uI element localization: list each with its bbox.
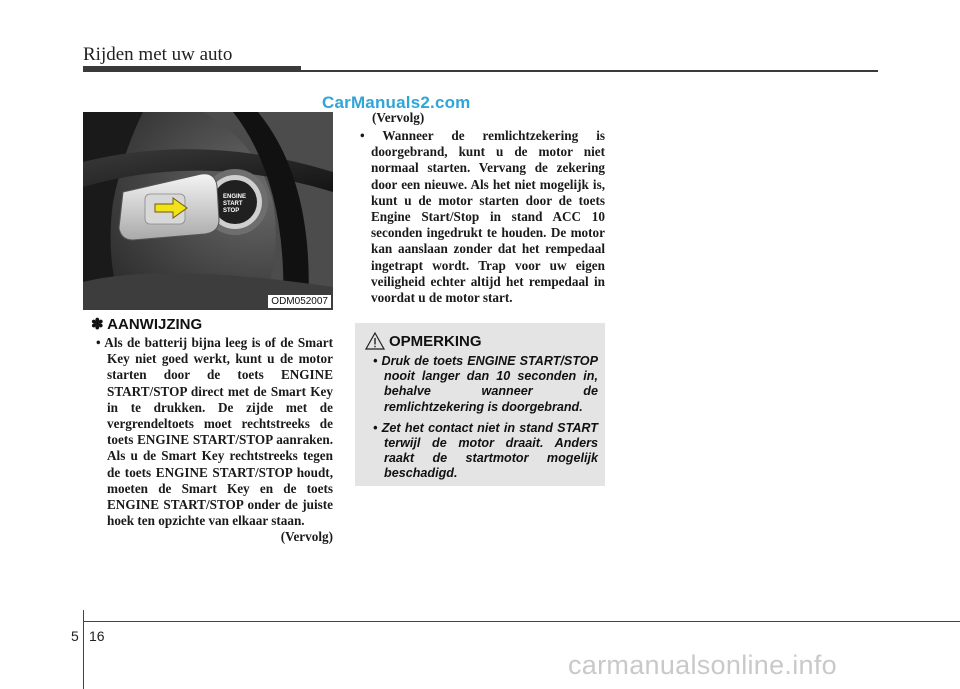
ignition-label-3: STOP	[223, 208, 240, 214]
watermark-bottom[interactable]: carmanualsonline.info	[568, 650, 837, 680]
smart-key-photo	[83, 112, 333, 310]
ignition-label-1: ENGINE	[223, 194, 247, 200]
warning-item: • Druk de toets ENGINE START/STOP nooit langer dan 10 seconden in, behalve wanneer de remlichtzekering is doorgebrand.	[373, 354, 598, 414]
note-bullet: • Als de batterij bijna leeg is of de Smart Key niet goed werkt, kunt u de motor starten door de toets ENGINE START/STOP direct met de Smart Key in te drukken. De zijde met de vergrendeltoets moet rechtstreeks de toets ENGINE START/STOP aanraken. Als u de Smart Key rechtstreeks tegen de toets ENGINE START/STOP houdt, moeten de Smart Key en de toets ENGINE START/STOP onder de juiste hoek ten opzichte van elkaar staan.	[96, 335, 333, 529]
section-title: Rijden met uw auto	[83, 44, 233, 65]
page-number: 16	[89, 628, 105, 644]
chapter-number: 5	[71, 628, 79, 644]
note-body	[91, 335, 333, 529]
footer-divider	[83, 610, 84, 689]
ignition-label-2: START	[223, 201, 243, 207]
header-bar-thin	[301, 70, 878, 72]
right-column-body	[355, 128, 605, 306]
figure-code: ODM052007	[268, 295, 331, 308]
warning-list	[368, 354, 598, 488]
warning-box	[355, 323, 605, 486]
header-bar-thick	[83, 66, 301, 72]
note-heading: ✽ AANWIJZING	[91, 316, 203, 333]
right-column-bullet: • Wanneer de remlichtzekering is doorgebrand, kunt u de motor niet normaal starten. Vervang de zekering door een nieuwe. Als het niet mogelijk is, kunt u de motor starten door de toets Engine Start/Stop in stand ACC 10 seconden ingedrukt te houden. De motor kan aanslaan zonder dat het rempedaal ingetrapt wordt. Trap voor uw eigen veiligheid echter altijd het rempedaal in voordat u de motor start.	[360, 128, 605, 306]
warning-triangle-icon	[365, 332, 385, 350]
continued-label-top: (Vervolg)	[372, 110, 425, 125]
warning-title: OPMERKING	[389, 333, 482, 350]
continued-label: (Vervolg)	[280, 529, 333, 544]
smart-key-illustration	[83, 112, 333, 310]
warning-item: • Zet het contact niet in stand START terwijl de motor draait. Anders raakt de startmotor mogelijk beschadigd.	[373, 420, 598, 481]
footer-line	[83, 621, 960, 622]
watermark-top[interactable]: CarManuals2.com	[322, 93, 471, 112]
